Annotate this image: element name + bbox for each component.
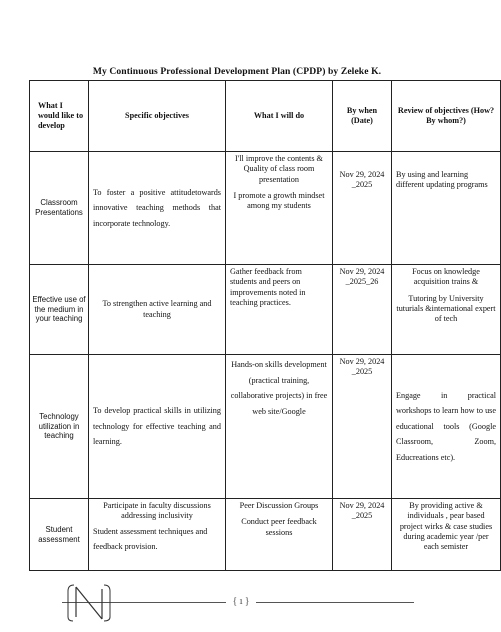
header-by-when: By when (Date) <box>333 81 392 152</box>
row-review-line: Tutoring by University tuturials &international expert of tech <box>396 293 496 323</box>
document-title: My Continuous Professional Development Plan (CPDP) by Zeleke K. <box>92 66 382 77</box>
row-action: Peer Discussion Groups <box>239 501 319 510</box>
header-what-to-develop: What I would like to develop <box>30 81 89 152</box>
row-action: I promote a growth mindset among my students <box>233 190 325 210</box>
row-review: By providing active & individuals , pear based project wirks & case studies during academic year /per each semister <box>392 499 501 571</box>
cpdp-table <box>29 80 501 571</box>
page-bracket-left-icon: { <box>232 596 238 607</box>
table-row <box>30 265 501 355</box>
row-date: Nov 29, 2024 _2025 <box>333 355 392 499</box>
row-objective: Participate in faculty discussions addressing inclusivity <box>103 501 211 521</box>
row-action: Conduct peer feedback sessions <box>241 517 317 537</box>
row-objective: To strengthen active learning and teaching <box>89 265 226 355</box>
header-specific-objectives: Specific objectives <box>89 81 226 152</box>
row-action: I'll improve the contents & Quality of class room presentation <box>235 154 323 184</box>
row-action: Hands-on skills development (practical training, collaborative projects) in free web site/Google <box>226 355 333 499</box>
table-row <box>30 152 501 265</box>
row-objectives <box>89 499 226 571</box>
footer-logo-icon <box>64 581 114 625</box>
page-number-box <box>226 594 256 610</box>
page-bracket-right-icon: } <box>244 596 250 607</box>
row-review-line: Focus on knowledge acquisition trains & <box>412 267 480 287</box>
row-review <box>392 265 501 355</box>
row-review: By using and learning different updating programs <box>392 152 501 265</box>
header-review: Review of objectives (How? By whom?) <box>392 81 501 152</box>
row-objective: To foster a positive attitudetowards innovative teaching methods that incorporate technology. <box>89 152 226 265</box>
row-area: Technology utilization in teaching <box>30 355 89 499</box>
row-date: Nov 29, 2024 _2025_26 <box>333 265 392 355</box>
row-date: Nov 29, 2024 _2025 <box>333 152 392 265</box>
page-number: 1 <box>239 597 243 606</box>
row-objective: Student assessment techniques and feedback provision. <box>93 526 208 552</box>
row-review: Engage in practical workshops to learn how to use educational tools (Google Classroom, Zoom, Educreations etc). <box>392 355 501 499</box>
row-objective: To develop practical skills in utilizing technology for effective teaching and learning. <box>89 355 226 499</box>
row-date: Nov 29, 2024 _2025 <box>333 499 392 571</box>
table-row <box>30 355 501 499</box>
header-what-i-will-do: What I will do <box>226 81 333 152</box>
row-area: Student assessment <box>30 499 89 571</box>
row-area: Classroom Presentations <box>30 152 89 265</box>
table-row <box>30 499 501 571</box>
row-actions <box>226 152 333 265</box>
row-area: Effective use of the medium in your teaching <box>30 265 89 355</box>
table-header-row <box>30 81 501 152</box>
row-actions <box>226 499 333 571</box>
row-action: Gather feedback from students and peers on improvements noted in teaching practices. <box>226 265 333 355</box>
